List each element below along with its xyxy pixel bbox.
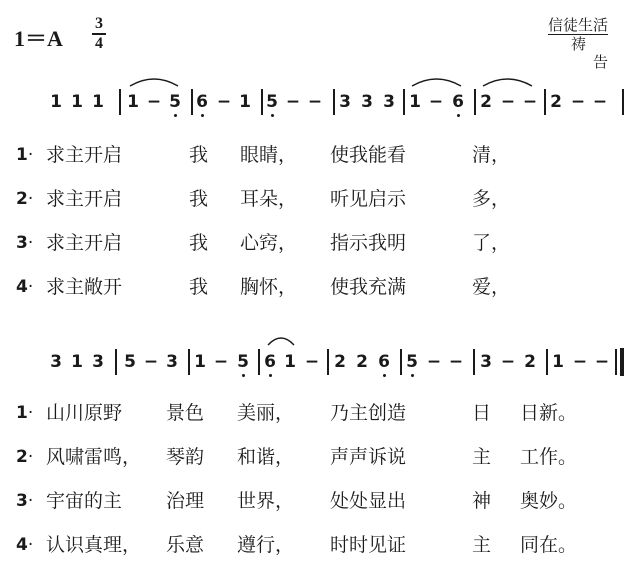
lyric-segment: 治理 [166, 490, 205, 512]
dash: − [285, 92, 301, 112]
note: 5 [266, 92, 278, 112]
lower-octave-dot [383, 374, 386, 377]
lyric-segment: 日新。 [520, 402, 578, 424]
note: 1 [409, 92, 421, 112]
dash: − [500, 352, 516, 372]
lyric-segment: 了， [472, 232, 511, 254]
barline [327, 349, 329, 375]
barline [546, 349, 548, 375]
lower-octave-dot [174, 114, 177, 117]
verse-number: 1· [16, 145, 34, 165]
verse-number: 1· [16, 403, 34, 423]
note: 6 [196, 92, 208, 112]
lyric-segment: 求主开启 [46, 232, 123, 254]
lyric-segment: 清， [472, 144, 511, 166]
lyric-segment: 声声诉说 [330, 446, 407, 468]
barline [403, 89, 405, 115]
note: 1 [127, 92, 139, 112]
lyric-segment: 世界， [237, 490, 295, 512]
lyric-segment: 琴韵 [166, 446, 205, 468]
lyric-segment: 认识真理， [46, 534, 142, 556]
note: 5 [237, 352, 249, 372]
lyric-segment: 眼睛， [240, 144, 298, 166]
barline [473, 349, 475, 375]
note: 3 [361, 92, 373, 112]
lyric-segment: 心窍， [240, 232, 298, 254]
note: 3 [166, 352, 178, 372]
lyric-segment: 奥妙。 [520, 490, 578, 512]
note: 1 [239, 92, 251, 112]
lyric-segment: 多， [472, 188, 511, 210]
barline [544, 89, 546, 115]
lyric-segment: 宇宙的主 [46, 490, 123, 512]
category-line1: 信徒生活 [547, 16, 608, 34]
note: 3 [50, 352, 62, 372]
lyric-segment: 胸怀， [240, 276, 298, 298]
lyric-segment: 主 [472, 534, 492, 556]
lyric-segment: 工作。 [520, 446, 578, 468]
lyric-segment: 遵行， [237, 534, 295, 556]
note: 3 [383, 92, 395, 112]
verse-number: 2· [16, 189, 34, 209]
lyric-segment: 乃主创造 [330, 402, 407, 424]
dash: − [143, 352, 159, 372]
dash: − [426, 352, 442, 372]
dash: − [448, 352, 464, 372]
dash: − [146, 92, 162, 112]
barline [261, 89, 263, 115]
dash: − [216, 92, 232, 112]
lower-octave-dot [457, 114, 460, 117]
verse-number: 4· [16, 535, 34, 555]
lyric-segment: 我 [189, 188, 209, 210]
note: 2 [356, 352, 368, 372]
note: 3 [92, 352, 104, 372]
lyric-segment: 使我充满 [330, 276, 407, 298]
note: 1 [71, 352, 83, 372]
barline [474, 89, 476, 115]
lyric-segment: 求主敞开 [46, 276, 123, 298]
dash: − [213, 352, 229, 372]
lower-octave-dot [411, 374, 414, 377]
note: 6 [264, 352, 276, 372]
lyric-segment: 美丽， [237, 402, 295, 424]
dash: − [428, 92, 444, 112]
dash: − [592, 92, 608, 112]
lyric-segment: 和谐， [237, 446, 295, 468]
note: 3 [480, 352, 492, 372]
note: 5 [406, 352, 418, 372]
final-barline-thick [620, 348, 624, 376]
lyric-segment: 同在。 [520, 534, 578, 556]
note: 5 [169, 92, 181, 112]
dash: − [572, 352, 588, 372]
lower-octave-dot [242, 374, 245, 377]
lyric-segment: 我 [189, 276, 209, 298]
lower-octave-dot [201, 114, 204, 117]
lyric-segment: 我 [189, 144, 209, 166]
note: 2 [524, 352, 536, 372]
note: 1 [552, 352, 564, 372]
note: 1 [50, 92, 62, 112]
verse-number: 3· [16, 233, 34, 253]
verse-number: 3· [16, 491, 34, 511]
lower-octave-dot [269, 374, 272, 377]
barline [258, 349, 260, 375]
note: 5 [124, 352, 136, 372]
lyric-segment: 求主开启 [46, 144, 123, 166]
barline [622, 89, 624, 115]
note: 2 [334, 352, 346, 372]
barline [188, 349, 190, 375]
key-signature: 1＝A [14, 26, 63, 51]
lower-octave-dot [271, 114, 274, 117]
note: 1 [284, 352, 296, 372]
note: 6 [452, 92, 464, 112]
barline [400, 349, 402, 375]
barline [191, 89, 193, 115]
lyric-segment: 景色 [166, 402, 205, 424]
dash: − [594, 352, 610, 372]
dash: − [307, 92, 323, 112]
lyric-segment: 乐意 [166, 534, 205, 556]
note: 1 [92, 92, 104, 112]
lyric-segment: 山川原野 [46, 402, 123, 424]
lyric-segment: 日 [472, 402, 492, 424]
dash: − [522, 92, 538, 112]
note: 6 [378, 352, 390, 372]
lyric-segment: 指示我明 [330, 232, 407, 254]
dash: − [304, 352, 320, 372]
lyric-segment: 时时见证 [330, 534, 407, 556]
lyric-segment: 求主开启 [46, 188, 123, 210]
lyric-segment: 神 [472, 490, 492, 512]
lyric-segment: 处处显出 [330, 490, 407, 512]
lyric-segment: 主 [472, 446, 492, 468]
barline [119, 89, 121, 115]
dash: − [570, 92, 586, 112]
lyric-segment: 风啸雷鸣， [46, 446, 142, 468]
category-line2: 祷告 [570, 35, 630, 71]
note: 2 [480, 92, 492, 112]
final-barline-thin [615, 349, 617, 375]
dash: − [500, 92, 516, 112]
time-top: 3 [95, 15, 103, 32]
note: 2 [550, 92, 562, 112]
verse-number: 2· [16, 447, 34, 467]
note: 1 [194, 352, 206, 372]
note: 1 [71, 92, 83, 112]
lyric-segment: 我 [189, 232, 209, 254]
barline [333, 89, 335, 115]
lyric-segment: 听见启示 [330, 188, 407, 210]
lyric-segment: 爱， [472, 276, 511, 298]
lyric-segment: 耳朵， [240, 188, 298, 210]
note: 3 [339, 92, 351, 112]
lyric-segment: 使我能看 [330, 144, 407, 166]
barline [115, 349, 117, 375]
verse-number: 4· [16, 277, 34, 297]
time-bottom: 4 [95, 34, 103, 52]
